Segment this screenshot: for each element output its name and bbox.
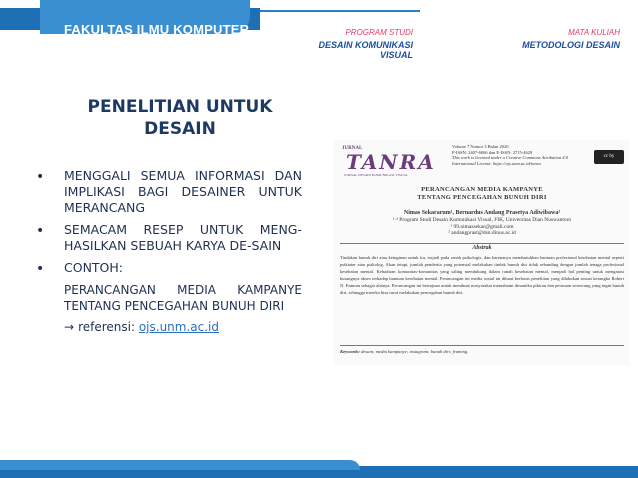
journal-meta-line: P-ISSN: 2407-6066 dan E-ISSN: 2715-4629: [452, 149, 533, 155]
bullet-text: MENGGALI SEMUA INFORMASI DAN IMPLIKASI BAGI DESAINER UNTUK MERANCANG: [64, 168, 302, 215]
journal-logo-small: JURNAL: [342, 146, 363, 151]
journal-logo-name: TANRA: [346, 150, 436, 174]
journal-logo-sub: JURNAL DESAIN KOMUNIKASI VISUAL: [344, 173, 409, 177]
footer-banner: [0, 460, 638, 478]
bullet-item: [36, 260, 302, 276]
header-banner: [0, 0, 638, 62]
journal-meta-line: Volume 7 Nomor 3 Bulan 2020: [452, 144, 509, 149]
journal-meta-line: This work is licensed under a Creative Commons Attribution 4.0: [452, 155, 568, 161]
divider: [340, 243, 624, 244]
example-text: PERANCANGAN MEDIA KAMPANYE TENTANG PENCEGAHAN BUNUH DIRI: [64, 283, 302, 313]
bullet-text: SEMACAM RESEP UNTUK MENG-HASILKAN SEBUAH KARYA DE-SAIN: [64, 222, 302, 253]
abstract-body: Tindakan bunuh diri atau keinginan untuk itu, terjadi pada ranah psikologis, dan karenanya membutuhkan bantuan profesional kesehatan mental seperti psikiater atau psikolog. Akan tetapi, jumlah penderita yang potensial melakukan tindak bunuh diri tidak sebanding dengan jumlah tenaga profesional kesehatan mental. Kehadiran komunitas-komunitas yang saling mendukung dalam ranah kesehatan mental, menjadi hal penting untuk mengatasi kurangnya akses terhadap bantuan kesehatan mental. Perancangan ini media sosial ini dibuat berbasis penelitian yang dilakukan sesuai kerangka Robert N. Entman sebagai alatnya. Perancangan ini bertujuan untuk membuat masyarakat memahami dinamika pikiran dan perasaan seseorang yang ingin bunuh diri, sehingga mereka bisa turut melakukan pencegahan bunuh diri.: [340, 255, 624, 296]
bullet-text: CONTOH:: [64, 260, 124, 275]
author-email: ¹ 99.nimassekar@gmail.com: [450, 223, 514, 230]
author-email: ² andangprast@dsn.dinus.ac.id: [448, 230, 516, 237]
reference-label: referensi:: [78, 320, 139, 334]
course-value: METODOLOGI DESAIN: [522, 40, 620, 50]
program-label: PROGRAM STUDI: [345, 28, 413, 37]
journal-meta-line: International License. https://ojs.unm.ac.id/tanra: [452, 160, 541, 166]
author-names: Nimas Sekararum¹, Bernardus Andang Prasetya Adiwibawa²: [403, 210, 561, 216]
bullet-dot-icon: •: [36, 169, 45, 185]
paper-title-line: PERANCANGAN MEDIA KAMPANYE: [421, 186, 543, 193]
program-info: [285, 28, 413, 60]
journal-logo: [340, 146, 436, 178]
faculty-name: FAKULTAS ILMU KOMPUTER: [64, 22, 250, 37]
paper-title-line: TENTANG PENCEGAHAN BUNUH DIRI: [417, 194, 547, 201]
program-value: DESAIN KOMUNIKASI VISUAL: [318, 40, 413, 60]
author-affiliation: ¹·² Program Studi Desain Komunikasi Visual, FIK, Universitas Dian Nuswantoro: [392, 216, 572, 223]
bullet-list: [36, 168, 302, 334]
keywords-values: desain; media kampanye; instagram; bunuh diri; framing.: [361, 349, 469, 354]
bullet-dot-icon: •: [36, 261, 45, 277]
paper-title: [364, 186, 600, 202]
abstract-heading: Abstrak: [472, 245, 492, 251]
reference-link[interactable]: ojs.unm.ac.id: [138, 320, 220, 334]
course-info: [470, 28, 620, 50]
keywords-label: Keywords:: [340, 349, 360, 354]
cc-license-icon: cc by: [594, 150, 624, 164]
reference-line: [36, 320, 302, 334]
slide-title-line2: DESAIN: [144, 119, 216, 139]
divider: [340, 345, 624, 346]
keywords-line: [340, 349, 624, 354]
journal-meta: [452, 144, 592, 166]
paper-authors: [354, 210, 610, 237]
arrow-right-icon: →: [64, 320, 75, 334]
slide-title-line1: PENELITIAN UNTUK: [87, 97, 273, 117]
bullet-dot-icon: •: [36, 223, 45, 239]
paper-preview: [334, 140, 630, 366]
bullet-item: [36, 222, 302, 254]
bullet-item: [36, 168, 302, 216]
course-label: MATA KULIAH: [568, 28, 620, 37]
slide-title: [40, 96, 320, 140]
